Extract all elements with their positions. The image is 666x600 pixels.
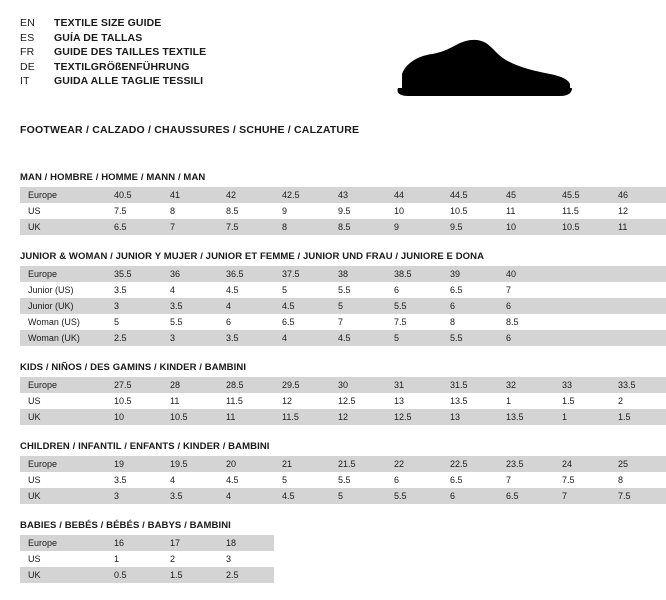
size-cell: 9: [386, 219, 442, 235]
size-cell: 28.5: [218, 377, 274, 393]
size-cell: 1.5: [562, 396, 575, 406]
language-row: [20, 74, 206, 89]
size-cell: 27.5: [106, 377, 162, 393]
size-cell: 4.5: [274, 488, 330, 504]
table-row: [20, 298, 666, 314]
size-table-babies: [20, 535, 274, 583]
size-cell: 5.5: [170, 317, 183, 327]
size-cell: 11: [610, 219, 666, 235]
size-cell: 6: [226, 317, 232, 327]
size-cell: 2.5: [106, 330, 162, 346]
row-label: US: [28, 206, 41, 216]
table-row: [20, 203, 666, 219]
size-cell: 28: [162, 377, 218, 393]
size-cell: 13: [394, 396, 405, 406]
group-title: JUNIOR & WOMAN / JUNIOR Y MUJER / JUNIOR ET FEMME / JUNIOR UND FRAU / JUNIORE E DONA: [20, 251, 485, 262]
table-row: [20, 393, 666, 409]
size-cell: 17: [162, 535, 218, 551]
row-label: UK: [20, 567, 106, 583]
language-title: TEXTILGRÖßENFÜHRUNG: [54, 60, 190, 73]
table-row: [20, 551, 274, 567]
size-cell: 10.5: [554, 219, 610, 235]
size-cell: 11.5: [562, 206, 579, 216]
size-table-junior-woman: [20, 266, 666, 346]
size-cell: 9.5: [338, 206, 351, 216]
language-code: DE: [20, 60, 35, 73]
language-row: [20, 60, 206, 75]
size-cell: 22: [386, 456, 442, 472]
size-cell: 40: [498, 266, 554, 282]
row-label: Junior (UK): [20, 298, 106, 314]
size-cell: 4: [274, 330, 330, 346]
size-cell: 1: [506, 396, 512, 406]
size-cell: 6: [394, 285, 400, 295]
size-cell: 3: [106, 298, 162, 314]
size-cell: 31.5: [442, 377, 498, 393]
size-cell: 20: [218, 456, 274, 472]
table-row: [20, 409, 666, 425]
size-cell: 10.5: [162, 409, 218, 425]
size-cell: 1: [114, 554, 120, 564]
size-cell: 5: [386, 330, 442, 346]
size-cell: 2: [618, 396, 624, 406]
size-cell: 8.5: [506, 317, 519, 327]
size-cell: 6: [394, 475, 400, 485]
row-label: Europe: [20, 377, 106, 393]
size-cell: 44: [386, 187, 442, 203]
size-cell: 18: [218, 535, 274, 551]
size-cell: 40.5: [106, 187, 162, 203]
size-cell: 37.5: [274, 266, 330, 282]
size-cell: 38: [330, 266, 386, 282]
size-cell: 11: [218, 409, 274, 425]
size-cell: 5: [282, 285, 288, 295]
size-cell: 5.5: [386, 488, 442, 504]
size-cell: 11: [170, 396, 180, 406]
size-cell: 7.5: [610, 488, 666, 504]
size-cell: 3.5: [162, 298, 218, 314]
size-cell: 6.5: [450, 285, 463, 295]
size-cell: 11: [506, 206, 516, 216]
row-label: Europe: [20, 535, 106, 551]
group-title: CHILDREN / INFANTIL / ENFANTS / KINDER / BAMBINI: [20, 441, 270, 452]
language-title-table: [20, 16, 206, 89]
size-cell: 7: [338, 317, 344, 327]
size-cell: 6.5: [106, 219, 162, 235]
group-babies: [20, 520, 580, 583]
size-cell: 3.5: [114, 475, 127, 485]
size-cell: 7: [554, 488, 610, 504]
size-cell: 6: [498, 298, 554, 314]
size-cell: 6: [498, 330, 554, 346]
language-code: ES: [20, 31, 35, 44]
language-code: IT: [20, 75, 30, 87]
size-cell: 1: [554, 409, 610, 425]
group-children: [20, 441, 631, 504]
group-title: KIDS / NIÑOS / DES GAMINS / KINDER / BAMBINI: [20, 362, 247, 373]
group-man: [20, 172, 629, 235]
size-cell: 43: [330, 187, 386, 203]
size-cell: 42: [218, 187, 274, 203]
group-kids: [20, 362, 636, 425]
size-cell: 23.5: [498, 456, 554, 472]
size-cell: 36: [162, 266, 218, 282]
size-cell: 31: [386, 377, 442, 393]
size-cell: 2: [170, 554, 176, 564]
table-row: [20, 472, 666, 488]
size-cell: 6.5: [498, 488, 554, 504]
size-cell: 46: [610, 187, 666, 203]
size-cell: 21.5: [330, 456, 386, 472]
table-row: [20, 567, 274, 583]
size-cell: 30: [330, 377, 386, 393]
size-cell: 33: [554, 377, 610, 393]
size-cell: 45: [498, 187, 554, 203]
table-row: [20, 377, 666, 393]
size-cell: 4.5: [274, 298, 330, 314]
size-table-kids: [20, 377, 666, 425]
group-junior-woman: [20, 251, 580, 346]
size-cell: 7: [506, 475, 512, 485]
size-cell: 10.5: [450, 206, 468, 216]
size-cell: 5: [282, 475, 288, 485]
size-cell: 7.5: [562, 475, 575, 485]
size-cell: 29.5: [274, 377, 330, 393]
size-cell: 12: [282, 396, 293, 406]
table-row: [20, 488, 666, 504]
size-cell: 8.5: [226, 206, 239, 216]
size-cell: 6.5: [282, 317, 295, 327]
size-cell: 33.5: [610, 377, 666, 393]
size-cell: 3: [162, 330, 218, 346]
size-cell: 10: [106, 409, 162, 425]
size-cell: 44.5: [442, 187, 498, 203]
table-row: [20, 219, 666, 235]
size-cell: 5: [114, 317, 120, 327]
size-cell: 3: [106, 488, 162, 504]
size-cell: 12.5: [338, 396, 356, 406]
size-cell: 32: [498, 377, 554, 393]
size-cell: 45.5: [554, 187, 610, 203]
size-cell: 0.5: [106, 567, 162, 583]
size-table-man: [20, 187, 666, 235]
size-cell: 22.5: [442, 456, 498, 472]
size-cell: 8: [274, 219, 330, 235]
size-cell: 3.5: [218, 330, 274, 346]
size-cell: 25: [610, 456, 666, 472]
language-row: [20, 16, 206, 31]
row-label: Europe: [20, 456, 106, 472]
size-cell: 6: [442, 298, 498, 314]
size-cell: 4: [170, 285, 176, 295]
size-cell: 8: [450, 317, 456, 327]
group-title: BABIES / BEBÉS / BÉBÉS / BABYS / BAMBINI: [20, 520, 231, 531]
size-cell: 10: [498, 219, 554, 235]
size-cell: 12.5: [386, 409, 442, 425]
size-cell: 6.5: [450, 475, 463, 485]
size-cell: 6: [442, 488, 498, 504]
size-cell: 4: [218, 298, 274, 314]
size-cell: 19.5: [162, 456, 218, 472]
size-cell: 5.5: [338, 475, 351, 485]
size-cell: 13.5: [498, 409, 554, 425]
language-code: EN: [20, 17, 35, 29]
language-title: GUIDA ALLE TAGLIE TESSILI: [54, 75, 204, 87]
size-cell: 13.5: [450, 396, 468, 406]
page-header: [20, 16, 580, 110]
size-cell: 5.5: [442, 330, 498, 346]
size-cell: 5: [330, 488, 386, 504]
table-row: [20, 266, 666, 282]
language-title: GUIDE DES TAILLES TEXTILE: [54, 46, 207, 58]
size-cell: 11.5: [274, 409, 330, 425]
size-cell: 2.5: [218, 567, 274, 583]
size-cell: 7: [162, 219, 218, 235]
size-cell: 9: [282, 206, 288, 216]
size-cell: 4: [170, 475, 176, 485]
row-label: US: [28, 475, 41, 485]
table-row: [20, 535, 274, 551]
size-cell: 12: [330, 409, 386, 425]
row-label: Woman (UK): [20, 330, 106, 346]
size-cell: 4.5: [330, 330, 386, 346]
size-cell: 11.5: [226, 396, 243, 406]
size-cell: 3.5: [162, 488, 218, 504]
size-cell: 3: [226, 554, 232, 564]
size-cell: 1.5: [610, 409, 666, 425]
size-cell: 19: [106, 456, 162, 472]
size-cell: 5.5: [386, 298, 442, 314]
size-cell: 36.5: [218, 266, 274, 282]
row-label: Woman (US): [28, 317, 80, 327]
size-cell: 7: [506, 285, 512, 295]
size-table-children: [20, 456, 666, 504]
row-label: Europe: [20, 187, 106, 203]
size-cell: 9.5: [442, 219, 498, 235]
row-label: UK: [20, 488, 106, 504]
footwear-section-title: FOOTWEAR / CALZADO / CHAUSSURES / SCHUHE / CALZATURE: [20, 124, 360, 136]
size-cell: 7.5: [114, 206, 127, 216]
size-cell: 8: [618, 475, 624, 485]
size-cell: 3.5: [114, 285, 127, 295]
row-label: US: [28, 554, 41, 564]
language-title: GUÍA DE TALLAS: [54, 31, 143, 44]
row-label: Junior (US): [28, 285, 74, 295]
size-cell: 38.5: [386, 266, 442, 282]
size-cell: 1.5: [162, 567, 218, 583]
table-row: [20, 314, 666, 330]
language-row: [20, 31, 206, 46]
row-label: US: [28, 396, 41, 406]
size-cell: 5.5: [338, 285, 351, 295]
table-row: [20, 282, 666, 298]
size-cell: 8: [170, 206, 176, 216]
size-cell: 41: [162, 187, 218, 203]
size-cell: 13: [442, 409, 498, 425]
row-label: UK: [20, 409, 106, 425]
table-row: [20, 330, 666, 346]
size-cell: 21: [274, 456, 330, 472]
language-code: FR: [20, 46, 35, 58]
size-cell: 4.5: [226, 285, 239, 295]
size-cell: 42.5: [274, 187, 330, 203]
size-cell: 7.5: [218, 219, 274, 235]
size-cell: 39: [442, 266, 498, 282]
language-title: TEXTILE SIZE GUIDE: [54, 17, 162, 29]
size-cell: 10: [394, 206, 405, 216]
size-cell: 7.5: [394, 317, 407, 327]
table-row: [20, 456, 666, 472]
size-cell: 5: [330, 298, 386, 314]
size-cell: 16: [106, 535, 162, 551]
row-label: UK: [20, 219, 106, 235]
size-cell: 24: [554, 456, 610, 472]
size-cell: 35.5: [106, 266, 162, 282]
dress-shoe-icon: [384, 30, 574, 110]
size-cell: 4: [218, 488, 274, 504]
size-cell: 10.5: [114, 396, 132, 406]
size-cell: 8.5: [330, 219, 386, 235]
row-label: Europe: [20, 266, 106, 282]
size-cell: 4.5: [226, 475, 239, 485]
size-cell: 12: [618, 206, 629, 216]
group-title: MAN / HOMBRE / HOMME / MANN / MAN: [20, 172, 206, 183]
language-row: [20, 45, 206, 60]
table-row: [20, 187, 666, 203]
